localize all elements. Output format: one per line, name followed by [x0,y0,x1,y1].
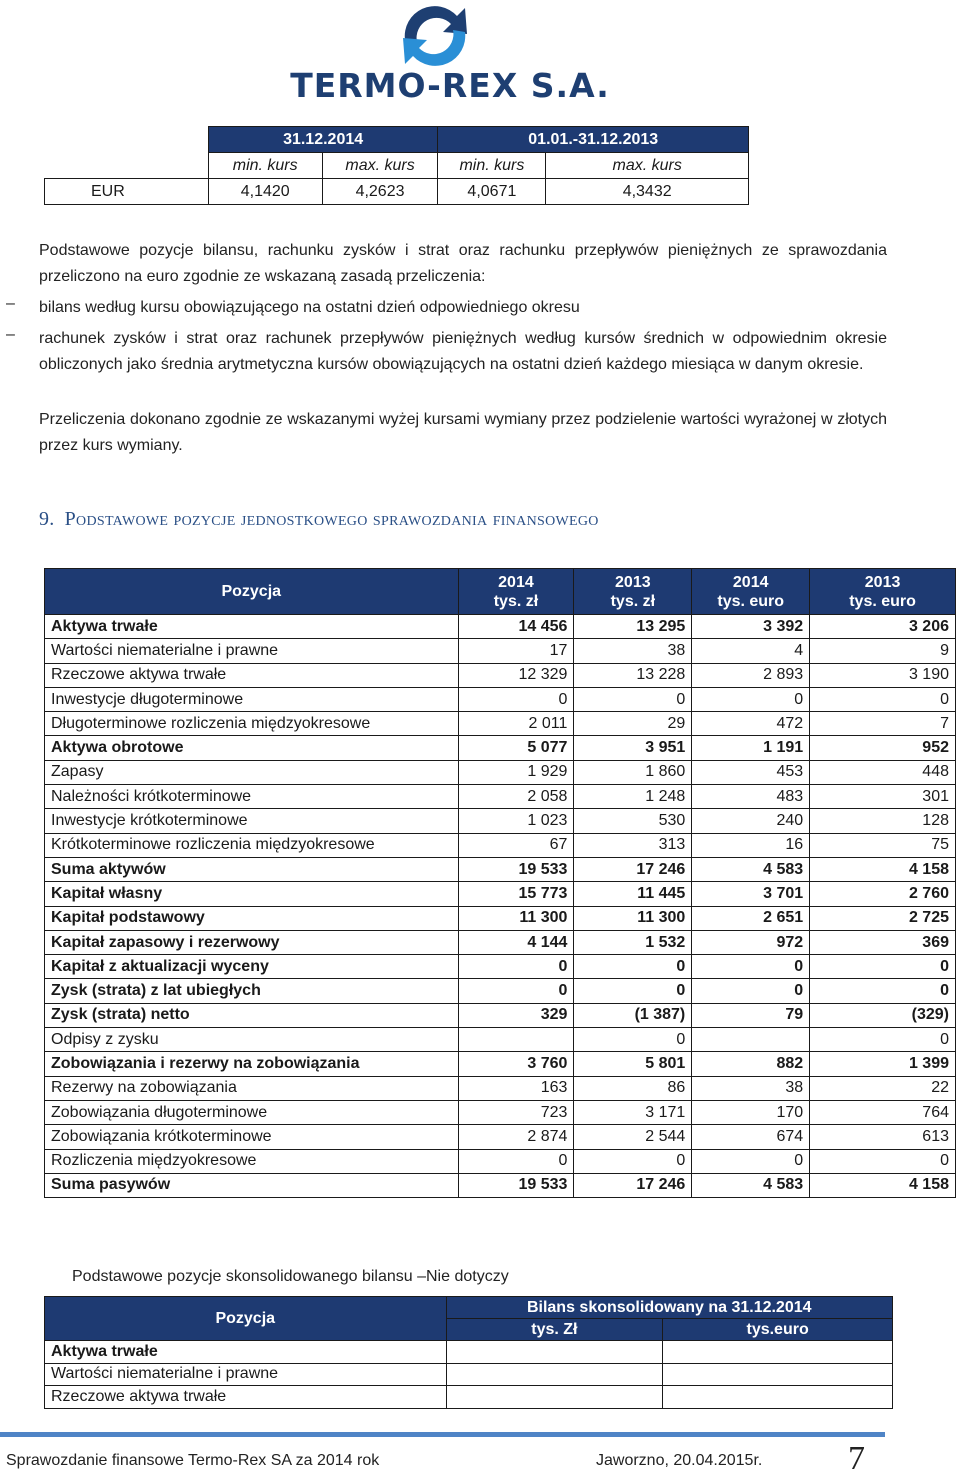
cell-value: 1 023 [458,809,574,833]
rate-value: 4,2623 [322,179,438,205]
table-row [45,1125,956,1149]
column-year: 2013 [615,573,651,591]
cell-value: 3 951 [574,736,692,760]
row-label: Długoterminowe rozliczenia międzyokresowe [45,712,459,736]
row-label: Aktywa obrotowe [45,736,459,760]
cell-value: 75 [810,833,956,857]
cell-value: 301 [810,785,956,809]
footer-divider [0,1432,885,1437]
table-row [45,615,956,639]
page-number: 7 [848,1440,865,1477]
table-row [45,736,956,760]
cell-value: 1 532 [574,930,692,954]
cell-value: 5 077 [458,736,574,760]
bullet-dash: – [6,295,15,312]
table-row [45,1076,956,1100]
row-label: Zobowiązania i rezerwy na zobowiązania [45,1052,459,1076]
cell-value: 1 399 [810,1052,956,1076]
cell-value: 3 171 [574,1100,692,1124]
section-number: 9. [39,508,55,530]
intro-paragraph: Podstawowe pozycje bilansu, rachunku zysków i strat oraz rachunku przepływów pieniężnych ze sprawozdania przeliczono na euro zgodnie ze wskazaną zasadą przeliczenia: [39,242,887,285]
row-label: Aktywa trwałe [45,1341,447,1364]
cell-value: 0 [810,1028,956,1052]
rates-eur-row [45,179,749,205]
section-title: Podstawowe pozycje jednostkowego sprawozdania finansowego [64,508,599,530]
row-label: Zobowiązania krótkoterminowe [45,1125,459,1149]
rates-subheader: max. kurs [322,153,438,179]
cell-value: 128 [810,809,956,833]
row-label: Inwestycje krótkoterminowe [45,809,459,833]
row-label: Zapasy [45,760,459,784]
cell-value: 723 [458,1100,574,1124]
bullet-item-income: rachunek zysków i strat oraz rachunek przepływów pieniężnych według kursów średnich w odpowiednim okresie obliczonych jako średnia arytmetyczna kursów obowiązujących na ostatni dzień każdego miesiąca w danym okresie. [39,330,887,373]
consolidated-header-main: Bilans skonsolidowany na 31.12.2014 [446,1297,893,1319]
cell-value: 613 [810,1125,956,1149]
table-row [45,1173,956,1197]
cell-value: 530 [574,809,692,833]
row-label: Należności krótkoterminowe [45,785,459,809]
cell-value: 1 860 [574,760,692,784]
column-year: 2014 [498,573,534,591]
table-row [45,712,956,736]
cell-value: 1 929 [458,760,574,784]
cell-value: 674 [692,1125,810,1149]
table-row [45,906,956,930]
cell-value: 15 773 [458,882,574,906]
column-unit: tys. euro [717,592,785,610]
table-row [45,1149,956,1173]
cell-value: (329) [810,1003,956,1027]
cell-value: 17 246 [574,857,692,881]
row-label: Rezerwy na zobowiązania [45,1076,459,1100]
row-label: Rzeczowe aktywa trwałe [45,1386,447,1409]
cell-value: 38 [692,1076,810,1100]
bullet-dash: – [6,326,15,343]
row-label: Kapitał podstawowy [45,906,459,930]
cell-value: 3 760 [458,1052,574,1076]
row-label: Krótkoterminowe rozliczenia międzyokresowe [45,833,459,857]
cell-value: 4 158 [810,1173,956,1197]
cell-value: 2 760 [810,882,956,906]
cell-value: 7 [810,712,956,736]
cell-value: 369 [810,930,956,954]
row-label: Odpisy z zysku [45,1028,459,1052]
table-row [45,955,956,979]
table-row [45,1363,893,1386]
row-label: Zysk (strata) z lat ubiegłych [45,979,459,1003]
footer-date: Jaworzno, 20.04.2015r. [596,1452,763,1469]
cell-value: 972 [692,930,810,954]
row-label: Rzeczowe aktywa trwałe [45,663,459,687]
cell-value [446,1363,663,1386]
cell-value: 0 [692,687,810,711]
row-label: Suma aktywów [45,857,459,881]
cell-value: 38 [574,639,692,663]
cell-value [446,1341,663,1364]
cell-value: 19 533 [458,857,574,881]
cell-value: 67 [458,833,574,857]
cell-value: 0 [692,1149,810,1173]
rates-subheader: min. kurs [208,153,322,179]
table-row [45,1028,956,1052]
cell-value: 2 874 [458,1125,574,1149]
closing-paragraph: Przeliczenia dokonano zgodnie ze wskazanymi wyżej kursami wymiany przez podzielenie wartości wyrażonej w złotych przez kurs wymiany. [39,411,887,454]
cell-value: 3 392 [692,615,810,639]
consolidated-table [44,1296,893,1409]
cell-value: 0 [574,1149,692,1173]
logo-wordmark: TERMO-REX S.A. [290,66,610,105]
cell-value: 86 [574,1076,692,1100]
table-row [45,857,956,881]
cell-value [458,1028,574,1052]
cell-value: 240 [692,809,810,833]
cell-value: 79 [692,1003,810,1027]
rate-value: 4,1420 [208,179,322,205]
cell-value: 0 [810,687,956,711]
row-label: Inwestycje długoterminowe [45,687,459,711]
cell-value: 0 [810,955,956,979]
footer-report-title: Sprawozdanie finansowe Termo-Rex SA za 2014 rok [6,1452,380,1469]
cell-value: 22 [810,1076,956,1100]
cell-value: 764 [810,1100,956,1124]
cell-value: 3 701 [692,882,810,906]
cell-value: 2 725 [810,906,956,930]
table-row [45,1052,956,1076]
cell-value: 1 248 [574,785,692,809]
cell-value: 29 [574,712,692,736]
cell-value [692,1028,810,1052]
cell-value: 4 144 [458,930,574,954]
row-label: Zysk (strata) netto [45,1003,459,1027]
table-row [45,1100,956,1124]
cell-value: 12 329 [458,663,574,687]
rates-header-2013: 01.01.-31.12.2013 [438,127,749,153]
cell-value: 2 011 [458,712,574,736]
cell-value: 13 228 [574,663,692,687]
cell-value: 4 [692,639,810,663]
cell-value: 448 [810,760,956,784]
financial-table-header [45,569,956,615]
cell-value: 453 [692,760,810,784]
cell-value: 329 [458,1003,574,1027]
column-header-position: Pozycja [45,569,459,615]
cell-value: 170 [692,1100,810,1124]
logo-emblem-icon [290,2,610,66]
table-row [45,663,956,687]
cell-value [446,1386,663,1409]
row-label: Rozliczenia międzyokresowe [45,1149,459,1173]
cell-value: 2 893 [692,663,810,687]
row-label: Kapitał z aktualizacji wyceny [45,955,459,979]
consolidated-title: Podstawowe pozycje skonsolidowanego bilansu –Nie dotyczy [72,1268,509,1285]
cell-value: 1 191 [692,736,810,760]
cell-value: 0 [458,955,574,979]
bullet-item-balance: bilans według kursu obowiązującego na ostatni dzień odpowiedniego okresu [39,299,580,316]
cell-value: 4 583 [692,1173,810,1197]
table-row [45,1386,893,1409]
rates-header-2014: 31.12.2014 [208,127,438,153]
cell-value: 0 [458,687,574,711]
cell-value [663,1386,893,1409]
column-header [692,569,810,615]
cell-value: 4 583 [692,857,810,881]
cell-value: 11 300 [574,906,692,930]
cell-value: 163 [458,1076,574,1100]
table-row [45,1003,956,1027]
cell-value: 313 [574,833,692,857]
cell-value: 2 544 [574,1125,692,1149]
cell-value: 882 [692,1052,810,1076]
cell-value: 2 651 [692,906,810,930]
cell-value: 11 300 [458,906,574,930]
company-logo [290,2,610,105]
cell-value: 0 [458,1149,574,1173]
financial-table-body [45,615,956,1198]
cell-value: 4 158 [810,857,956,881]
exchange-rate-table [44,126,749,205]
table-row [45,979,956,1003]
table-row [45,809,956,833]
cell-value: 16 [692,833,810,857]
cell-value: 0 [810,979,956,1003]
rate-value: 4,0671 [438,179,546,205]
cell-value: (1 387) [574,1003,692,1027]
cell-value: 0 [692,979,810,1003]
row-label: Zobowiązania długoterminowe [45,1100,459,1124]
table-row [45,687,956,711]
table-row [45,882,956,906]
row-label: Kapitał własny [45,882,459,906]
column-header-position: Pozycja [45,1297,447,1341]
row-label: Kapitał zapasowy i rezerwowy [45,930,459,954]
cell-value: 11 445 [574,882,692,906]
cell-value: 952 [810,736,956,760]
rates-subheader: min. kurs [438,153,546,179]
column-unit: tys. zł [493,592,539,610]
consolidated-unit: tys. Zł [446,1319,663,1341]
cell-value: 3 190 [810,663,956,687]
cell-value: 0 [574,979,692,1003]
consolidated-unit: tys.euro [663,1319,893,1341]
rates-subheader: max. kurs [546,153,749,179]
cell-value: 2 058 [458,785,574,809]
cell-value: 483 [692,785,810,809]
cell-value [663,1363,893,1386]
cell-value: 19 533 [458,1173,574,1197]
column-unit: tys. euro [849,592,916,610]
cell-value: 5 801 [574,1052,692,1076]
financial-table [44,568,956,1198]
rates-subheader-row [45,153,749,179]
cell-value: 3 206 [810,615,956,639]
table-row [45,930,956,954]
section-heading [39,508,599,531]
cell-value: 14 456 [458,615,574,639]
cell-value: 0 [574,955,692,979]
cell-value: 0 [458,979,574,1003]
table-row [45,1341,893,1364]
rate-value: 4,3432 [546,179,749,205]
row-label: Wartości niematerialne i prawne [45,1363,447,1386]
currency-label: EUR [45,179,209,205]
column-header [810,569,956,615]
table-row [45,760,956,784]
row-label: Suma pasywów [45,1173,459,1197]
consolidated-header-row [45,1297,893,1319]
column-year: 2013 [864,573,901,591]
row-label: Aktywa trwałe [45,615,459,639]
column-header [458,569,574,615]
cell-value: 9 [810,639,956,663]
cell-value [663,1341,893,1364]
column-unit: tys. zł [610,592,656,610]
table-row [45,639,956,663]
cell-value: 0 [574,687,692,711]
cell-value: 472 [692,712,810,736]
column-header [574,569,692,615]
table-row [45,785,956,809]
cell-value: 0 [810,1149,956,1173]
cell-value: 13 295 [574,615,692,639]
consolidated-table-body [45,1341,893,1409]
cell-value: 17 246 [574,1173,692,1197]
row-label: Wartości niematerialne i prawne [45,639,459,663]
cell-value: 0 [574,1028,692,1052]
cell-value: 0 [692,955,810,979]
column-year: 2014 [732,573,769,591]
table-row [45,833,956,857]
rates-header-row [45,127,749,153]
cell-value: 17 [458,639,574,663]
